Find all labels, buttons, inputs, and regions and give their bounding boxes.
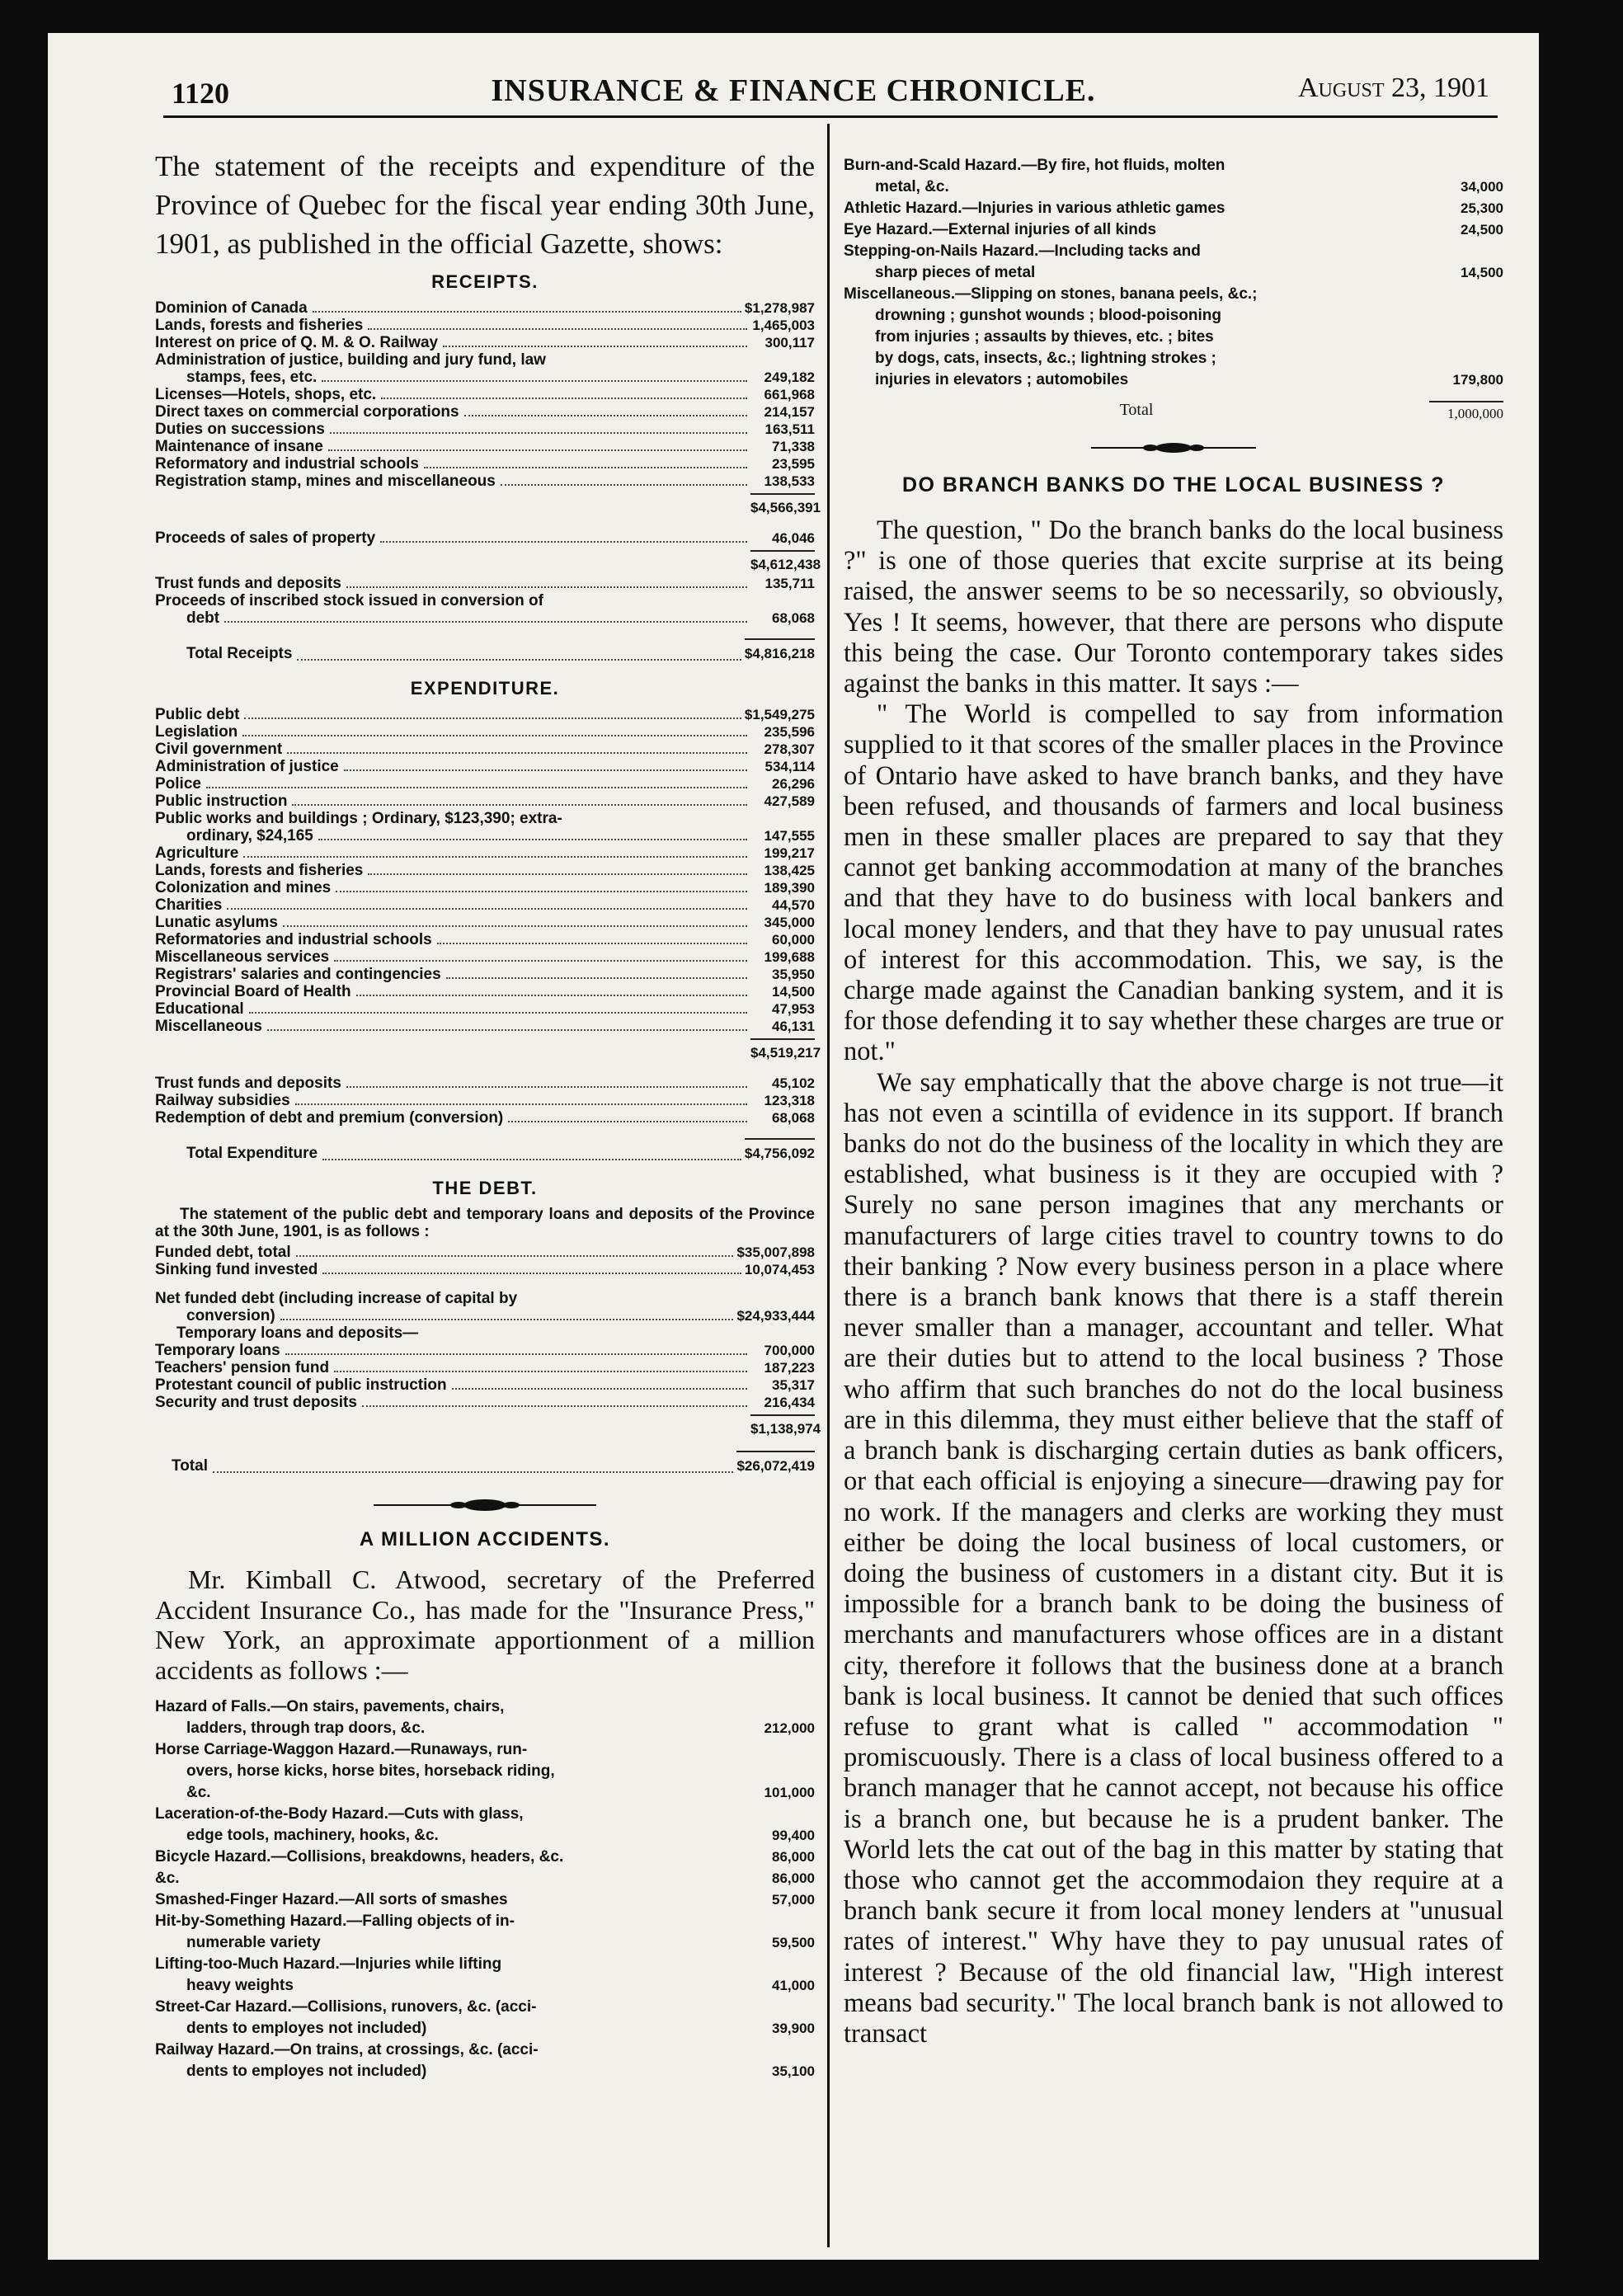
- ledger-row: [155, 1000, 815, 1018]
- ledger-row: [155, 845, 815, 862]
- ledger-amount: 214,157: [764, 404, 815, 420]
- accident-item: [155, 2040, 815, 2082]
- ledger-label: Miscellaneous: [155, 1018, 262, 1035]
- accident-item: [155, 1954, 815, 1997]
- accident-text: dents to employes not included): [186, 2020, 427, 2038]
- accident-text: Hazard of Falls.—On stairs, pavements, chairs,: [155, 1698, 505, 1716]
- ledger-row: [155, 931, 815, 948]
- section-ornament: [844, 440, 1503, 455]
- ledger-label: Educational: [155, 1000, 244, 1018]
- ledger-label: Duties on successions: [155, 421, 325, 438]
- ledger-row: [155, 386, 815, 403]
- ledger-amount: 71,338: [772, 439, 815, 454]
- debt-heading: THE DEBT.: [432, 1178, 538, 1198]
- article-body: [844, 515, 1503, 2049]
- accident-text: sharp pieces of metal: [875, 264, 1036, 281]
- ledger-amount: 427,589: [764, 793, 815, 809]
- accident-count: 39,900: [772, 2021, 815, 2037]
- ledger-row: [155, 1018, 815, 1035]
- accident-count: 34,000: [1461, 179, 1503, 195]
- ledger-amount: 138,533: [764, 473, 815, 489]
- ledger-label: Public works and buildings ; Ordinary, $123,390; extra-: [155, 810, 562, 827]
- ledger-row: [155, 1342, 815, 1359]
- receipts-subtotal: $4,566,391: [155, 493, 815, 518]
- ledger-row: Sinking fund invested 10,074,453: [155, 1261, 815, 1278]
- receipts-subtotal-2: $4,612,438: [155, 550, 815, 575]
- ledger-amount: 44,570: [772, 897, 815, 913]
- ledger-amount: 235,596: [764, 724, 815, 740]
- debt-table: [155, 1206, 821, 1477]
- ledger-row: Temporary loans and deposits—: [176, 1324, 419, 1342]
- ledger-amount: 189,390: [764, 880, 815, 896]
- ledger-label: Lands, forests and fisheries: [155, 317, 364, 334]
- ledger-row: Proceeds of inscribed stock issued in conversion of: [155, 592, 543, 609]
- ledger-row: [155, 369, 815, 386]
- ledger-row: Funded debt, total $35,007,898: [155, 1244, 815, 1261]
- ledger-label: Miscellaneous services: [155, 948, 330, 966]
- accident-item: [844, 284, 1503, 391]
- ledger-amount: 68,068: [772, 1110, 815, 1126]
- accidents-headline: A MILLION ACCIDENTS.: [359, 1528, 611, 1550]
- accident-item: [844, 155, 1503, 198]
- ledger-row: [155, 1394, 815, 1411]
- accident-count: 212,000: [764, 1720, 815, 1737]
- ledger-amount: 700,000: [764, 1343, 815, 1358]
- ledger-label: Provincial Board of Health: [155, 983, 351, 1000]
- accident-count: 99,400: [772, 1828, 815, 1844]
- issue-date: August 23, 1901: [1297, 73, 1489, 103]
- expenditure-subtotal: $4,519,217: [155, 1038, 815, 1063]
- ledger-amount: 199,688: [764, 949, 815, 965]
- ledger-label: Registrars' salaries and contingencies: [155, 966, 441, 983]
- ledger-label: Maintenance of insane: [155, 438, 323, 455]
- ledger-label: Railway subsidies: [155, 1092, 290, 1109]
- ledger-row: [155, 758, 815, 775]
- ledger-label: Civil government: [155, 741, 283, 758]
- ledger-label: Police: [155, 775, 201, 793]
- ledger-amount: 23,595: [772, 456, 815, 472]
- ledger-amount: 661,968: [764, 387, 815, 402]
- accident-item: [155, 1997, 815, 2040]
- accident-count: 59,500: [772, 1935, 815, 1951]
- accident-item: [844, 198, 1503, 219]
- accident-count: 24,500: [1461, 222, 1503, 238]
- ledger-amount: 45,102: [772, 1075, 815, 1091]
- article-paragraph: The question, " Do the branch banks do the local business ?" is one of those queries that excite surprise at its being raised, the answer seems to be so necessarily, so obviously, Yes ! It seems, however, that there are persons who dispute this being the case. Our Toronto contemporary takes sides against the banks in this matter. It says :—: [844, 515, 1503, 699]
- accident-text: dents to employes not included): [186, 2063, 427, 2081]
- total-receipts-row: Total Receipts $4,816,218: [155, 638, 815, 665]
- expenditure-rows: [155, 706, 815, 1035]
- accident-text: Hit-by-Something Hazard.—Falling objects of in-: [155, 1913, 515, 1931]
- accidents-intro: Mr. Kimball C. Atwood, secretary of the Preferred Accident Insurance Co., has made for the "Insurance Press," New York, an approximate apportionment of a million accidents as follows :—: [155, 1564, 815, 1685]
- accidents-total-row: Total 1,000,000: [1119, 401, 1503, 421]
- debt-intro: The statement of the public debt and temporary loans and deposits of the Province at the 30th June, 1901, is as follows :: [155, 1206, 815, 1240]
- total-expenditure-row: Total Expenditure $4,756,092: [155, 1138, 815, 1164]
- ledger-amount: 345,000: [764, 915, 815, 930]
- ledger-label: stamps, fees, etc.: [186, 369, 318, 386]
- ledger-label: Administration of justice: [155, 758, 339, 775]
- accident-list-right: [844, 155, 1503, 391]
- ledger-amount: $1,549,275: [744, 707, 815, 722]
- grand-total-row: Total $26,072,419: [155, 1451, 815, 1477]
- accident-count: 35,100: [772, 2063, 815, 2080]
- ledger-label: Lunatic asylums: [155, 914, 278, 931]
- statement-intro: The statement of the receipts and expenditure of the Province of Quebec for the fiscal year ending 30th June, 1901, as published in the official Gazette, shows:: [155, 150, 815, 260]
- ledger-amount: 26,296: [772, 776, 815, 792]
- accident-text: Burn-and-Scald Hazard.—By fire, hot fluids, molten: [844, 157, 1225, 174]
- page-number: 1120: [172, 77, 230, 110]
- accident-item: [155, 1868, 815, 1889]
- ledger-row: [155, 473, 815, 490]
- ledger-row: Net funded debt (including increase of capital by: [155, 1290, 518, 1307]
- receipts-rows: [155, 299, 815, 490]
- ledger-amount: 138,425: [764, 863, 815, 878]
- ledger-label: Protestant council of public instruction: [155, 1376, 447, 1394]
- ornament-rule-icon: [374, 1497, 596, 1513]
- accident-text: Smashed-Finger Hazard.—All sorts of smashes: [155, 1891, 508, 1909]
- ledger-row: [155, 966, 815, 983]
- ledger-row: [155, 351, 815, 369]
- ledger-label: Lands, forests and fisheries: [155, 862, 364, 879]
- receipts-heading: RECEIPTS.: [431, 271, 539, 292]
- ledger-label: Direct taxes on commercial corporations: [155, 403, 459, 421]
- ledger-amount: 278,307: [764, 741, 815, 757]
- accident-text: by dogs, cats, insects, &c.; lightning strokes ;: [875, 350, 1216, 367]
- ledger-label: Teachers' pension fund: [155, 1359, 330, 1376]
- ledger-row: [155, 317, 815, 334]
- ledger-label: Security and trust deposits: [155, 1394, 357, 1411]
- ledger-row: [155, 403, 815, 421]
- accident-text: from injuries ; assaults by thieves, etc. ; bites: [875, 328, 1214, 346]
- accident-count: 86,000: [772, 1870, 815, 1887]
- ledger-row: conversion) $24,933,444: [186, 1307, 815, 1324]
- ledger-label: Public debt: [155, 706, 240, 723]
- left-column: [155, 132, 821, 2243]
- header-rule: [163, 115, 1498, 118]
- accident-text: Athletic Hazard.—Injuries in various athletic games: [844, 200, 1225, 217]
- accident-text: Lifting-too-Much Hazard.—Injuries while lifting: [155, 1955, 502, 1974]
- ledger-row: [155, 706, 815, 723]
- ledger-row: [155, 879, 815, 896]
- accident-text: Laceration-of-the-Body Hazard.—Cuts with glass,: [155, 1805, 524, 1823]
- accident-count: 179,800: [1452, 372, 1503, 388]
- ledger-amount: 300,117: [764, 335, 815, 351]
- newspaper-page: [48, 33, 1539, 2260]
- accident-count: 57,000: [772, 1892, 815, 1908]
- accident-item: [155, 1889, 815, 1911]
- ledger-amount: 249,182: [764, 369, 815, 385]
- ornament-rule-icon: [1091, 440, 1256, 455]
- ledger-label: Registration stamp, mines and miscellaneous: [155, 473, 496, 490]
- accident-item: [155, 1804, 815, 1847]
- accident-text: Horse Carriage-Waggon Hazard.—Runaways, run-: [155, 1741, 528, 1759]
- accident-text: ladders, through trap doors, &c.: [186, 1720, 426, 1738]
- ledger-row: [155, 334, 815, 351]
- ledger-row: [155, 1109, 815, 1127]
- expenditure-table: [155, 706, 821, 1164]
- accident-text: Miscellaneous.—Slipping on stones, banana peels, &c.;: [844, 285, 1258, 303]
- accident-text: injuries in elevators ; automobiles: [875, 371, 1129, 388]
- accident-item: [844, 219, 1503, 241]
- accident-text: Bicycle Hazard.—Collisions, breakdowns, headers, &c.: [155, 1848, 564, 1866]
- ledger-row: [155, 438, 815, 455]
- ledger-amount: $1,278,987: [744, 300, 815, 316]
- ledger-row: [155, 983, 815, 1000]
- ledger-row: Trust funds and deposits 135,711: [155, 575, 815, 592]
- ledger-amount: 35,950: [772, 967, 815, 982]
- ledger-amount: 534,114: [764, 759, 815, 774]
- ledger-row: [155, 421, 815, 438]
- ledger-amount: 35,317: [772, 1377, 815, 1393]
- accident-text: Stepping-on-Nails Hazard.—Including tacks and: [844, 242, 1201, 260]
- ledger-row: [155, 793, 815, 810]
- ledger-amount: 163,511: [764, 421, 815, 437]
- accident-text: &c.: [186, 1784, 211, 1802]
- ledger-label: Colonization and mines: [155, 879, 332, 896]
- article-headline: DO BRANCH BANKS DO THE LOCAL BUSINESS ?: [901, 473, 1446, 496]
- ledger-row: [155, 723, 815, 741]
- accident-text: Railway Hazard.—On trains, at crossings, &c. (acci-: [155, 2041, 539, 2059]
- ledger-label: Administration of justice, building and jury fund, law: [155, 351, 546, 369]
- accident-list-left: [155, 1696, 815, 2082]
- accident-item: [155, 1911, 815, 1954]
- accident-text: metal, &c.: [875, 178, 949, 195]
- ledger-amount: 199,217: [764, 845, 815, 861]
- ledger-label: Dominion of Canada: [155, 299, 308, 317]
- ledger-label: Public instruction: [155, 793, 288, 810]
- ledger-label: Reformatories and industrial schools: [155, 931, 432, 948]
- accident-text: Eye Hazard.—External injuries of all kinds: [844, 221, 1157, 238]
- ledger-label: Trust funds and deposits: [155, 1075, 341, 1092]
- ledger-label: ordinary, $24,165: [186, 827, 313, 845]
- journal-title: INSURANCE & FINANCE CHRONICLE.: [491, 73, 1096, 108]
- ledger-row: [155, 741, 815, 758]
- accident-text: edge tools, machinery, hooks, &c.: [186, 1827, 439, 1845]
- ledger-row: [155, 1092, 815, 1109]
- ledger-row: [155, 914, 815, 931]
- accident-text: numerable variety: [186, 1934, 321, 1952]
- accident-count: 41,000: [772, 1978, 815, 1994]
- ledger-amount: 147,555: [764, 828, 815, 844]
- page-header: [48, 33, 1539, 124]
- accident-count: 101,000: [764, 1785, 815, 1801]
- accident-text: &c.: [155, 1870, 180, 1888]
- ledger-row: [155, 948, 815, 966]
- ledger-label: Redemption of debt and premium (conversion): [155, 1109, 504, 1127]
- ledger-amount: 187,223: [764, 1360, 815, 1376]
- accident-item: [155, 1847, 815, 1868]
- accident-item: [155, 1696, 815, 1739]
- ledger-amount: 60,000: [772, 932, 815, 948]
- ledger-row: [155, 810, 815, 827]
- ledger-label: Legislation: [155, 723, 238, 741]
- ledger-row: [155, 1359, 815, 1376]
- accident-count: 25,300: [1461, 200, 1503, 216]
- accident-item: [155, 1739, 815, 1804]
- accident-item: [844, 241, 1503, 284]
- ledger-row: [155, 775, 815, 793]
- article-paragraph: " The World is compelled to say from information supplied to it that scores of the smaller places in the Province of Ontario have asked to have branch banks, and they have been refused, and thousands of farmers and local business men in these smaller places are prepared to say that they cannot get banking accommodation at many of the branches and that they have to do business with local bankers and local money lenders, and that they have to pay unusual rates of interest for this accommodation. This, we say, is the charge made against the Canadian banking system, and it is for those defending it to say whether these charges are true or not.": [844, 699, 1503, 1067]
- ledger-row: [155, 896, 815, 914]
- receipts-table: [155, 299, 821, 665]
- accident-count: 86,000: [772, 1849, 815, 1866]
- column-divider: [827, 124, 830, 2247]
- ledger-amount: 14,500: [772, 984, 815, 1000]
- ledger-row: [155, 827, 815, 845]
- ledger-label: Interest on price of Q. M. & O. Railway: [155, 334, 439, 351]
- ledger-row: [155, 1075, 815, 1092]
- ledger-label: Charities: [155, 896, 223, 914]
- ledger-row: debt 68,068: [186, 609, 815, 627]
- accident-text: drowning ; gunshot wounds ; blood-poisoning: [875, 307, 1222, 324]
- ledger-row: Proceeds of sales of property 46,046: [155, 529, 815, 547]
- ledger-amount: 46,131: [772, 1019, 815, 1034]
- ledger-amount: 123,318: [764, 1093, 815, 1108]
- right-column: [844, 132, 1503, 2243]
- ledger-label: Temporary loans: [155, 1342, 280, 1359]
- ledger-row: [155, 862, 815, 879]
- expenditure-heading: EXPENDITURE.: [410, 678, 560, 699]
- accident-text: heavy weights: [186, 1977, 294, 1995]
- article-paragraph: We say emphatically that the above charge is not true—it has not even a scintilla of evidence in its support. If branch banks do not do the business of the locality in which they are established, what business is it they are occupied with ? Surely no sane person imagines that any merchants or manufacturers of large cities travel to country towns to do their banking ? Now every business person in a place where there is a branch bank knows that there is a staff therein never smaller than a manager, accountant and teller. What are their duties but to attend to the local business ? Those who affirm that such branches do not do the local business are in this dilemma, they must either believe that the staff of a branch bank is discharging certain duties as bank officers, or that each official is enjoying a sinecure—drawing pay for no work. If the managers and clerks are working they must either be doing the local business of local customers, or doing the business of customers in a distant city. But it is impossible for a branch bank to be doing the business of merchants and manufacturers whose offices are in a distant city, therefore it follows that the business done at a branch bank is local business. It cannot be denied that such offices refuse to grant what is called " accommodation " promiscuously. There is a class of local business offered to a branch manager that he cannot accept, not because his office is a branch one, but because he is a prudent banker. The World lets the cat out of the bag in this matter by stating that those who cannot get the accommodaion they require at a branch bank secure it from local money lenders at "unusual rates of interest." Why have they to pay unusual rates of interest ? Because of the old financial law, "High interest means bad security." The local branch bank is not allowed to transact: [844, 1067, 1503, 2049]
- ledger-amount: 1,465,003: [752, 318, 815, 333]
- ledger-row: [155, 299, 815, 317]
- temporary-subtotal: $1,138,974: [155, 1414, 815, 1439]
- ledger-label: Licenses—Hotels, shops, etc.: [155, 386, 377, 403]
- ledger-row: [155, 1376, 815, 1394]
- ledger-label: Agriculture: [155, 845, 239, 862]
- ledger-label: Reformatory and industrial schools: [155, 455, 419, 473]
- accident-count: 14,500: [1461, 265, 1503, 280]
- accident-text: overs, horse kicks, horse bites, horseback riding,: [186, 1762, 555, 1781]
- ledger-amount: 216,434: [764, 1395, 815, 1410]
- section-ornament: [155, 1497, 815, 1513]
- temporary-loan-rows: [155, 1342, 815, 1411]
- accident-text: Street-Car Hazard.—Collisions, runovers, &c. (acci-: [155, 1998, 537, 2016]
- expenditure-extra-rows: [155, 1075, 815, 1127]
- ledger-row: [155, 455, 815, 473]
- ledger-amount: 47,953: [772, 1001, 815, 1017]
